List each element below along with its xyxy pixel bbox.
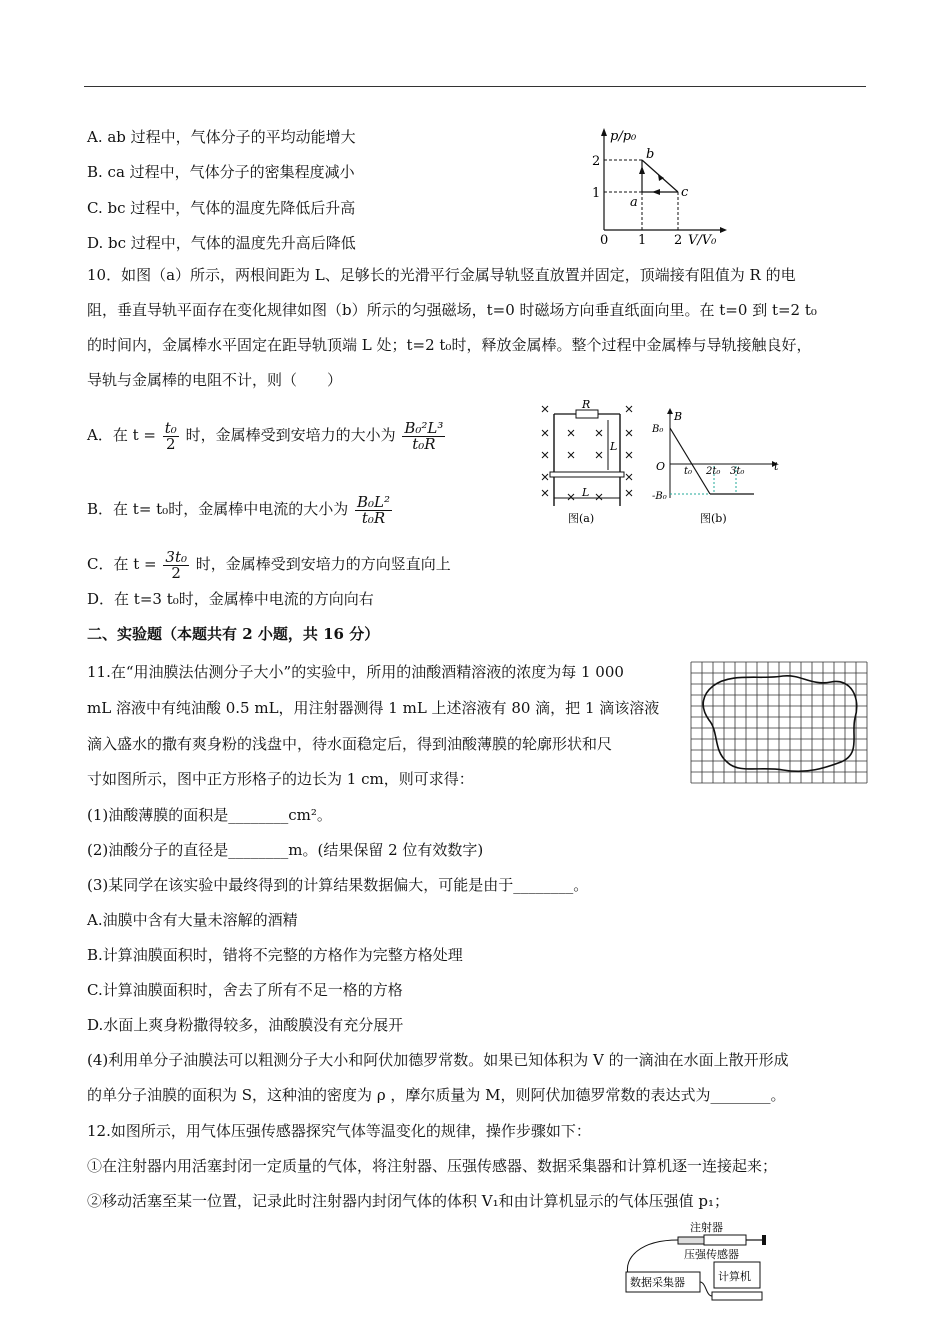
fig-b-tick-t0: t₀ [684,466,693,477]
q10-option-c-frac-num: 3t₀ [165,547,187,566]
q11-option-c[interactable]: C.计算油膜面积时，舍去了所有不足一格的方格 [87,981,403,999]
q11-sub1[interactable]: (1)油酸薄膜的面积是________cm²。 [87,806,332,824]
q10-option-c-pre: C．在 t = [87,555,157,573]
fig-b-tick-3t0: 3t₀ [730,466,745,477]
q10-stem-2: 阻，垂直导轨平面存在变化规律如图（b）所示的匀强磁场，t=0 时磁场方向垂直纸面向里。在 t=0 到 t=2 t₀ [87,301,817,319]
q11-option-d[interactable]: D.水面上爽身粉撒得较多，油酸膜没有充分展开 [87,1016,404,1034]
fig-sensor-label: 压强传感器 [684,1248,739,1261]
q11-stem-2: mL 溶液中有纯油酸 0.5 mL，用注射器测得 1 mL 上述溶液有 80 滴，把 1 滴该溶液 [87,699,660,717]
q10-option-a-expr-num: B₀²L³ [404,418,444,437]
q10-option-a-frac-den: 2 [166,434,176,453]
sensor-icon [678,1237,704,1244]
q9-ytick-2: 2 [592,154,601,169]
fig-a-label-R: R [582,398,591,411]
q9-option-b[interactable]: B. ca 过程中，气体分子的密集程度减小 [87,163,355,181]
fig-b-tick-2t0: 2t₀ [706,466,721,477]
fig-b-label-B: B [674,410,683,423]
q9-option-c[interactable]: C. bc 过程中，气体的温度先降低后升高 [87,199,356,217]
q10-option-b-expr-den: t₀R [361,508,386,527]
q10-option-a[interactable] [87,418,447,452]
fig-a-label-L-side: L [610,440,618,453]
q10-option-a-frac [163,418,179,453]
q12-step2: ②移动活塞至某一位置，记录此时注射器内封闭气体的体积 V₁和由计算机显示的气体压强值 p₁； [87,1192,730,1210]
q10-option-b-pre: B．在 t= t₀时，金属棒中电流的大小为 [87,500,349,518]
q11-sub4-line1: (4)利用单分子油膜法可以粗测分子大小和阿伏加德罗常数。如果已知体积为 V 的一滴油在水面上散开形成 [87,1051,789,1069]
q11-oil-film-grid [691,662,867,786]
q10-option-b[interactable] [87,492,394,526]
q10-option-a-expr [402,418,445,453]
q9-pv-graph [580,126,750,256]
q11-stem-4: 寸如图所示，图中正方形格子的边长为 1 cm，则可求得： [87,770,474,788]
q9-graph-ylabel: p/p₀ [610,129,637,144]
q10-option-b-expr [355,492,392,527]
fig-b-label-B0: B₀ [652,424,664,435]
q11-stem-3: 滴入盛水的撒有爽身粉的浅盘中，待水面稳定后，得到油酸薄膜的轮廓形状和尺 [87,735,613,753]
q11-sub4-line2[interactable]: 的单分子油膜的面积为 S，这种油的密度为 ρ ，摩尔质量为 M，则阿伏加德罗常数的表达式为________。 [87,1086,786,1104]
q9-ytick-1: 1 [592,186,601,201]
q10-option-a-pre: A．在 t = [87,426,156,444]
q11-option-a[interactable]: A.油膜中含有大量未溶解的酒精 [87,911,298,929]
q10-option-a-mid: 时，金属棒受到安培力的大小为 [185,426,396,444]
q9-xtick-2: 2 [674,233,683,248]
q11-stem-1: 11.在“用油膜法估测分子大小”的实验中，所用的油酸酒精溶液的浓度为每 1 000 [87,663,624,681]
q10-option-c[interactable] [87,549,451,581]
syringe-icon [704,1235,746,1245]
q9-point-a: a [630,195,638,210]
q9-point-b: b [646,147,655,162]
fig-collector-label: 数据采集器 [630,1276,685,1289]
q9-point-c: c [681,185,689,200]
q10-figure-a [538,400,638,528]
q10-option-a-frac-num: t₀ [164,418,177,437]
q10-option-c-frac [163,547,189,582]
section2-title: 二、实验题（本题共有 2 小题，共 16 分） [87,625,380,643]
fig-b-label-O: O [656,460,666,473]
q10-figure-b [648,408,788,530]
fig-syringe-label: 注射器 [690,1221,723,1234]
q10-stem-3: 的时间内，金属棒水平固定在距导轨顶端 L 处；t=2 t₀时，释放金属棒。整个过程中金属棒与导轨接触良好， [87,336,812,354]
header-rule [84,86,866,87]
q10-option-c-post: 时，金属棒受到安培力的方向竖直向上 [195,555,451,573]
q9-option-a[interactable]: A. ab 过程中，气体分子的平均动能增大 [87,128,356,146]
q12-step1: ①在注射器内用活塞封闭一定质量的气体，将注射器、压强传感器、数据采集器和计算机逐一连接起来； [87,1157,778,1175]
q9-option-d[interactable]: D. bc 过程中，气体的温度先升高后降低 [87,234,356,252]
q11-option-b[interactable]: B.计算油膜面积时，错将不完整的方格作为完整方格处理 [87,946,463,964]
q9-xtick-1: 1 [638,233,647,248]
q10-option-b-expr-num: B₀L² [356,492,390,511]
q10-stem-4: 导轨与金属棒的电阻不计，则（ ） [87,371,343,389]
q10-option-d[interactable]: D．在 t=3 t₀时，金属棒中电流的方向向右 [87,590,374,608]
q12-apparatus-figure [620,1218,770,1308]
q11-sub2[interactable]: (2)油酸分子的直径是________m。(结果保留 2 位有效数字) [87,841,484,859]
q11-sub3[interactable]: (3)某同学在该实验中最终得到的计算结果数据偏大，可能是由于________。 [87,876,589,894]
q9-xtick-0: 0 [600,233,609,248]
q10-stem-1: 10．如图（a）所示，两根间距为 L、足够长的光滑平行金属导轨竖直放置并固定，顶端接有阻值为 R 的电 [87,266,796,284]
fig-b-caption: 图(b) [700,512,727,525]
q9-graph-xlabel: V/V₀ [688,233,717,248]
q10-option-c-frac-den: 2 [171,563,181,582]
fig-computer-label: 计算机 [718,1270,751,1283]
fig-a-label-L-bottom: L [582,486,590,499]
fig-b-label-t: t [774,460,779,473]
q12-stem: 12.如图所示，用气体压强传感器探究气体等温变化的规律，操作步骤如下： [87,1122,591,1140]
q10-option-a-expr-den: t₀R [412,434,436,453]
fig-a-caption: 图(a) [568,512,595,525]
fig-b-label-negB0: -B₀ [652,491,667,502]
